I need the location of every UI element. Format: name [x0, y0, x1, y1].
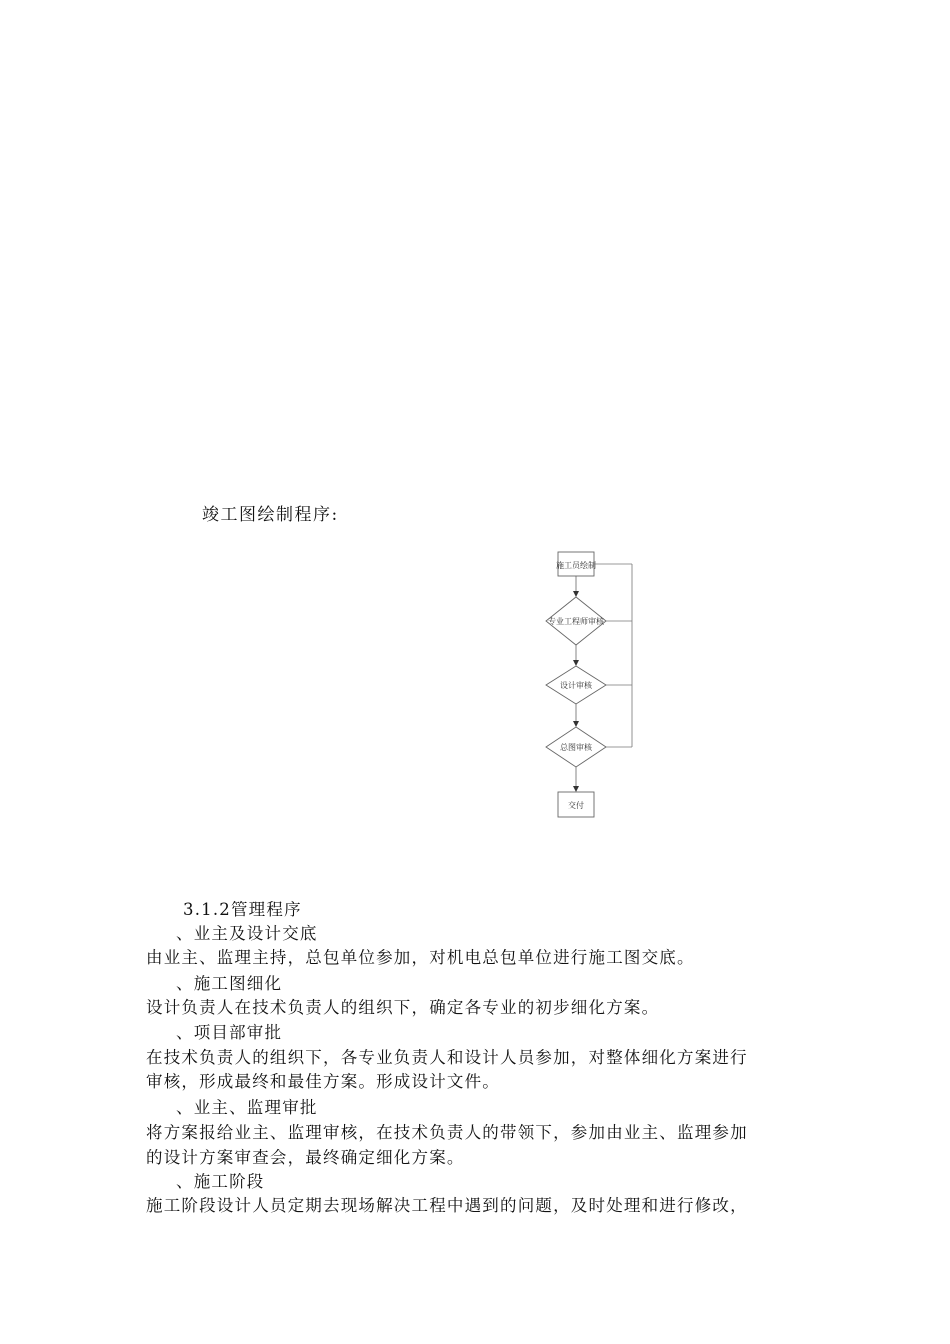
completion-drawing-flowchart	[540, 548, 650, 828]
section-title: 3.1.2管理程序	[183, 900, 302, 919]
flow-arrowhead-4	[573, 786, 579, 792]
paragraph-line: 审核，形成最终和最佳方案。形成设计文件。	[146, 1072, 500, 1091]
flow-arrowhead-3	[573, 721, 579, 727]
paragraph-line: 在技术负责人的组织下，各专业负责人和设计人员参加，对整体细化方案进行	[146, 1048, 748, 1067]
flow-node-design-review-label: 设计审核	[560, 681, 592, 690]
item-heading: 、项目部审批	[176, 1023, 283, 1042]
paragraph-line: 设计负责人在技术负责人的组织下，确定各专业的初步细化方案。	[146, 998, 660, 1017]
paragraph-line: 将方案报给业主、监理审核，在技术负责人的带领下，参加由业主、监理参加	[146, 1123, 748, 1142]
paragraph-line: 的设计方案审查会，最终确定细化方案。	[146, 1148, 465, 1167]
item-heading: 、业主及设计交底	[176, 924, 318, 943]
flow-arrowhead-2	[573, 660, 579, 666]
flow-node-drafting-label: 施工员绘制	[556, 561, 596, 570]
item-heading: 、施工阶段	[176, 1172, 265, 1191]
flow-arrowhead-1	[573, 591, 579, 597]
flow-node-master-review-label: 总图审核	[560, 743, 592, 752]
item-heading: 、业主、监理审批	[176, 1098, 318, 1117]
flowchart-heading: 竣工图绘制程序:	[202, 505, 339, 525]
paragraph-line: 由业主、监理主持，总包单位参加，对机电总包单位进行施工图交底。	[146, 948, 695, 967]
paragraph-line: 施工阶段设计人员定期去现场解决工程中遇到的问题，及时处理和进行修改，	[146, 1196, 748, 1215]
flow-node-engineer-review-label: 专业工程师审核	[548, 617, 604, 626]
item-heading: 、施工图细化	[176, 974, 283, 993]
flow-node-delivery-label: 交付	[568, 801, 584, 810]
